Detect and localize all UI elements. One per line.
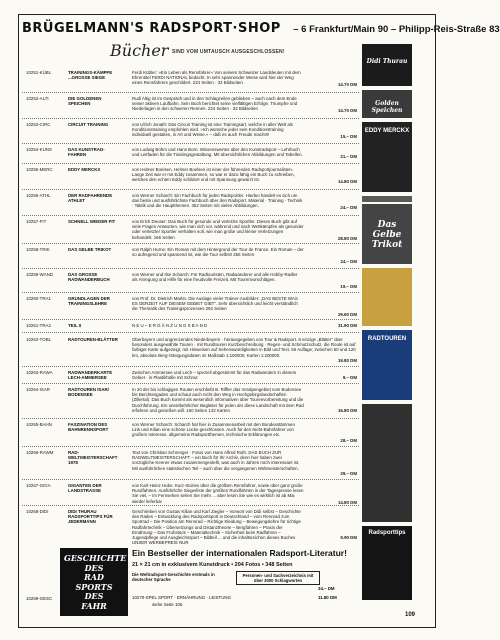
cover-label: RADTOUREN bbox=[367, 336, 407, 342]
divider bbox=[22, 332, 359, 333]
order-code: 10262-TOBL bbox=[26, 337, 52, 342]
book-title: DAS GROSSE RADWANDERBUCH bbox=[68, 272, 110, 283]
divider bbox=[22, 215, 359, 216]
book-title: SCHNELL WIEDER FIT bbox=[68, 219, 116, 224]
book-title: FASZINATION DES BAHNRENNSPORT bbox=[68, 422, 109, 433]
order-code: 10263-RAWA bbox=[26, 370, 53, 375]
history-book-logo bbox=[60, 548, 128, 616]
divider bbox=[22, 268, 359, 269]
divider bbox=[22, 505, 359, 506]
order-code: 10258-TRIK bbox=[26, 247, 50, 252]
order-code: 10265-BAHN bbox=[26, 422, 52, 427]
book-description: von Werner und Ilse Scharch: Für Radtouristen, Radwanderer und alle Hobby-Radler als Anregung und Hilfe für eine freudvolle Freizeit. Mit Tourenvorschlägen. bbox=[132, 272, 298, 283]
book-cover bbox=[362, 44, 412, 86]
logo-line: SPORTS bbox=[75, 581, 113, 592]
divider bbox=[22, 292, 359, 293]
order-code: 10254-KUNS bbox=[26, 147, 52, 152]
book-price: 9.– DM bbox=[342, 375, 357, 380]
book-description: Zwischen Ammersee und Lech – speziell abgestimmt für das Radwandern in diesem Gebiet · in Plastikhülle mit Schnur bbox=[132, 370, 297, 381]
book-title: DAS KUNSTRAD-FAHREN bbox=[68, 147, 105, 158]
book-price: 29.60 DM bbox=[337, 312, 357, 317]
logo-line: FAHR bbox=[81, 600, 107, 611]
cover-label: EDDY MERCKX bbox=[364, 128, 410, 134]
book-cover bbox=[362, 90, 412, 118]
book-cover bbox=[362, 330, 412, 400]
book-cover bbox=[362, 526, 412, 600]
book-price: 19.80 DM bbox=[337, 358, 357, 363]
page-number: 109 bbox=[405, 612, 416, 618]
book-description: von Ludwig Böhm und Hans Born. Wissenswertes über den Kunstradsport – Lehrbuch und Leitfaden für die Trainingsgestaltung. Mit übersichtlichen Abbildungen und Tabellen. bbox=[132, 147, 303, 158]
order-code: 10269-GESC bbox=[26, 596, 53, 601]
bestseller-note: Die Weltradsport-Geschichte erstmals in deutscher Sprache bbox=[132, 572, 215, 582]
divider bbox=[22, 418, 359, 419]
book-description: Oberbayern und angrenzendes Niederbayern · herausgegeben von Tour & Radsport. 8 einzige „Blätter" über besonders ausgewählte Touren · mit Rundtouren Kurzbeschreibung · Regen- und Schmutzschutz, die Route ist auf farbiger Karte aufgezeigt, mit Hinweisen auf Sehenswürdigkeiten in Bild und Text. 56 Auflage; zwischen 50 und 120 km, absolute Berg-/Steigungsdaten im Maßstab 1:100000, Karten 1:200000. bbox=[132, 337, 356, 358]
book-price: 16.80 DM bbox=[337, 408, 357, 413]
order-code: 10268-DIDI bbox=[26, 509, 49, 514]
order-code: 10256-ATHL bbox=[26, 193, 51, 198]
masthead bbox=[22, 19, 500, 37]
book-description: von Helmer Boelsen. Helmer Boelsen ist einer der führenden Radsportjournalisten. Lange Zeit war er mit Eddy zusammen, so war er dazu fähig ein Buch zu schreiben, welches den echten Eddy schildert und mit Spannung gewürzt ist. bbox=[132, 167, 295, 183]
book-title: TEIL II bbox=[68, 323, 82, 328]
section-subtitle: SIND VOM UMTAUSCH AUSGESCHLOSSEN! bbox=[172, 49, 285, 55]
book-cover bbox=[362, 268, 412, 326]
divider bbox=[22, 118, 359, 119]
book-price: 14.80 DM bbox=[337, 500, 357, 505]
divider bbox=[22, 479, 359, 480]
book-cover bbox=[362, 404, 412, 522]
bestseller-headline: Ein Bestseller der internationalen Radsport-Literatur! bbox=[132, 548, 347, 558]
book-price: 28.80 DM bbox=[337, 236, 357, 241]
book-title: RADTOUREN ISAR/ BODENSEE bbox=[68, 387, 109, 398]
book-description: Rudi Altig ist im Gespräch und in den Schlagzeilen geblieben – auch nach dem Ende seiner aktiven Laufbahn. Sein Buch berichtet seine vielfältigen Erfolge. Triumphe und Niederlagen in den schweren Rennen. 224 Seiten · 32 Bildseiten bbox=[132, 96, 298, 112]
divider bbox=[22, 163, 359, 164]
book-price: 28.– DM bbox=[340, 438, 357, 443]
cover-label: Golden Speichen bbox=[371, 100, 403, 114]
book-cover bbox=[362, 122, 412, 192]
logo-line: DES bbox=[84, 562, 104, 573]
logo-line: RAD bbox=[84, 572, 104, 582]
order-code: 10260-TRA1 bbox=[26, 296, 51, 301]
book-title: EDDY MERCKX bbox=[68, 167, 101, 172]
order-code: 10259-WAND bbox=[26, 272, 53, 277]
book-price: 9.90 DM bbox=[340, 535, 357, 540]
logo-line: DES bbox=[84, 591, 104, 601]
book-price: 19.– DM bbox=[340, 284, 357, 289]
index-box: Personen- und Sachverzeichnis mit über 3000 Schlagworten bbox=[236, 571, 320, 585]
book-description: Geschrieben von Gustav Kilian und Karl Ziegler – Vorwort von Didi selbst – Geschichte des Rades – Entwicklung des Radsportsport in Deutschland – vom Rennrad zum Sportrad – Die Position am Rennrad – Richtige Kleidung – Bewegungslehre für richtige Radfahrtechnik – Übersetzungs und Distanztheorie – Bergfahren – Praxis der Ernährung – Das Fruhstück – Materialtechnik – Sicherheit beim Radfahren – Jugendpflege und Ausgleichssport – Bildteil ... und die inhaltsreichen dieses Buches UNSER WERBEPREIS NUR bbox=[132, 509, 301, 546]
book-description: von Werner Scharch: Ein Fachbuch für jeden Radsportler. Hierbei handelt es sich um das beste und ausführlichste Fachbuch über den Radsport. Material · Training · Technik · Taktik und die Hauptthemen. 352 Seiten mit vielen Abbildungen. bbox=[132, 193, 303, 209]
book-description: Ferdi Kübler: »Ein Leben als Rennfahrer« Von seinem Schweizer Landsleuten mit dem Ehrentitel FERDI NATIONAL bedacht. In sehr spannender Weise wird hier der Weg eines Rennfahrers geschildert. 224 Seiten · 32 Bildseiten bbox=[132, 70, 301, 86]
divider bbox=[22, 319, 359, 320]
book-price: 15.– DM bbox=[340, 134, 357, 139]
order-code: 10252-ALTI bbox=[26, 96, 49, 101]
book-price: 11.80 DM bbox=[318, 595, 337, 600]
book-description: In 20 der bis schlagigen Routen erschließt B. Riffler das Voralpengebiet vom Bodensee bis Berchtesgaden und schaut auch nicht den Weg in Hochgebirgslandschaften (Zillertal). Das Buch kommt als wesentlich informativen über Tourenvorbereitung und die Durchführung. Ein unentbehrlicher Begleiter für jeden der diese Landschaft mit dem Rad erfahren und genießen will. 160 Seiten 142 Karten bbox=[132, 387, 304, 413]
book-price: 29.– DM bbox=[340, 471, 357, 476]
order-code: 10257-FIT bbox=[26, 219, 47, 224]
book-title: RAD-WELTMEISTERSCHAFT 1978 bbox=[68, 450, 118, 466]
book-price: 14.70 DM bbox=[337, 108, 357, 113]
divider bbox=[22, 446, 359, 447]
book-description: von Karl-Heinz Hube. Kurz-Stories über die größten Rennfahrer, sowie über ganz große Rundfahrten. Ausführliche Siegerliste der größten Rundfahrten in der Tagespresse lesen Sie viel, – im Fernsehen sehen Sie mehr ... aber lesen Sie wie es wirklich ist ab Mai wieder lieferbar bbox=[132, 483, 304, 504]
cover-label: Didi Thurau bbox=[366, 58, 408, 65]
book-description: Text von Christian Schrenger · Fotos von Hans Alfred Roth. DAS BUCH ZUR RADWELTMEISTERSCHAFT – ein Buch für Ihr Archiv, denn hier haben zwei vorzügliche Kenner etwas zusammengestellt, was auch in Jahren noch interessant ist. Mit ausführlichen statistischen Teil – auch über die vergangenen Weltmeisterschaften. bbox=[132, 450, 300, 471]
book-description: von Werner Scharch: Scharch hat hier in Zusammenarbeit mit den Bundesstämmen Link und Kilian eine schöne Lücke geschlossen. Auch für den Nicht-Bahnfahrer von großem Interesse, allgemeine Radsportthemen, technische Erklärungen etc. bbox=[132, 422, 295, 438]
divider bbox=[22, 383, 359, 384]
order-code: 10267-GIGA bbox=[26, 483, 51, 488]
order-code: 10253-CIRC bbox=[26, 122, 51, 127]
book-price: 21.– DM bbox=[340, 154, 357, 159]
book-title: RADWANDERKARTE LECH-AMMERSEE bbox=[68, 370, 113, 381]
book-title: CIRCUIT TRAINING bbox=[68, 122, 109, 127]
book-price: 14.70 DM bbox=[337, 82, 357, 87]
book-price: 31.90 DM bbox=[337, 323, 357, 328]
book-price: 24.– DM bbox=[340, 205, 357, 210]
book-description: N E U – E R G Ä N Z U N G S B A N D bbox=[132, 323, 208, 328]
shop-name: BRÜGELMANN'S RADSPORT·SHOP bbox=[22, 21, 281, 36]
divider bbox=[22, 189, 359, 190]
logo-line: GESCHICHTE bbox=[64, 553, 127, 563]
cover-label: Das Gelbe Trikot bbox=[371, 220, 403, 250]
book-price: 34.– DM bbox=[318, 586, 335, 591]
bestseller-specs: 21 × 21 cm in exklusivem Kunstdruck • 204 Fotos • 348 Seiten bbox=[132, 562, 293, 568]
order-code: 10251-KÜBL bbox=[26, 70, 52, 75]
related-book: 10270-SPEL SPORT · ERNÄHRUNG · LEISTUNG bbox=[132, 595, 231, 600]
divider bbox=[22, 366, 359, 367]
book-title: DAS GELBE TRIKOT bbox=[68, 247, 112, 252]
book-title: DIE GOLDENEN SPEICHEN bbox=[68, 96, 102, 107]
order-code: 10261-TRA2 bbox=[26, 323, 51, 328]
page-reference: siehe Seite 105 bbox=[152, 602, 183, 607]
order-code: 10264-ISAR bbox=[26, 387, 50, 392]
book-title: TRAININGS-KÄMPFE ...GROSSE SIEGE bbox=[68, 70, 113, 81]
book-title: GRUNDLAGEN DER TRAININGSLEHRE bbox=[68, 296, 110, 307]
book-cover bbox=[362, 196, 412, 202]
shop-address: – 6 Frankfurt/Main 90 – Philipp-Reis-Straße 83 bbox=[293, 24, 500, 35]
book-description: von Erich Deuser: Das Buch für gesunde und verletzte Sportler. Dieses Buch gibt auf viele Fragen Antworten, wie man sich vor, während und nach Wettkämpfen als gesunder oder verletzter Sportler verhalten soll, wie man große und kleine Verletzungen behandelt. 166 Seiten bbox=[132, 219, 304, 240]
book-description: von Ulrich Jonath: Das Circuit Training ist eine Trainingsart, welche in aller Welt als Konditionstraining empfohlen wird. »Ich wünsche jeder sein Konditionstraining individuell gestalten, in Art und Weise.« – daß es auch Freude macht!!! bbox=[132, 122, 293, 138]
divider bbox=[22, 243, 359, 244]
book-title: DER RADFAHRENDE ATHLET bbox=[68, 193, 113, 204]
cover-label: Radsporttips bbox=[368, 530, 406, 536]
book-price: 14.80 DM bbox=[337, 179, 357, 184]
order-code: 10266-RAWM bbox=[26, 450, 54, 455]
book-title: GIGANTEN DER LANDSTRASSE bbox=[68, 483, 102, 494]
order-code: 10255-MERC bbox=[26, 167, 53, 172]
divider bbox=[22, 92, 359, 93]
book-cover bbox=[362, 204, 412, 264]
book-description: von Prof. Dr. Dietrich Martin. Die Auslage vieler Trainer-Ausbilder: „DAS BESTE WAS ES DERZEIT AUF DIESEM GEBIET GIBT". Sehr übersichtlich und leicht verständlich die Thematik des Trainingsprozesses 292 Seiten bbox=[132, 296, 298, 312]
book-price: 24.– DM bbox=[340, 259, 357, 264]
divider bbox=[22, 143, 359, 144]
book-title: DIDI THURAU RADSPORTTIPS FÜR JEDERMANN bbox=[68, 509, 113, 525]
book-title: RADTOUREN-BLÄTTER bbox=[68, 337, 118, 342]
section-title: Bücher bbox=[110, 41, 169, 60]
book-description: von Ralph Hurne: Ein Roman mit dem Hintergrund der Tour de France. Ein Roman – der so aufregend und spannend ist, wie die Tour selbst! 256 Seiten bbox=[132, 247, 304, 258]
